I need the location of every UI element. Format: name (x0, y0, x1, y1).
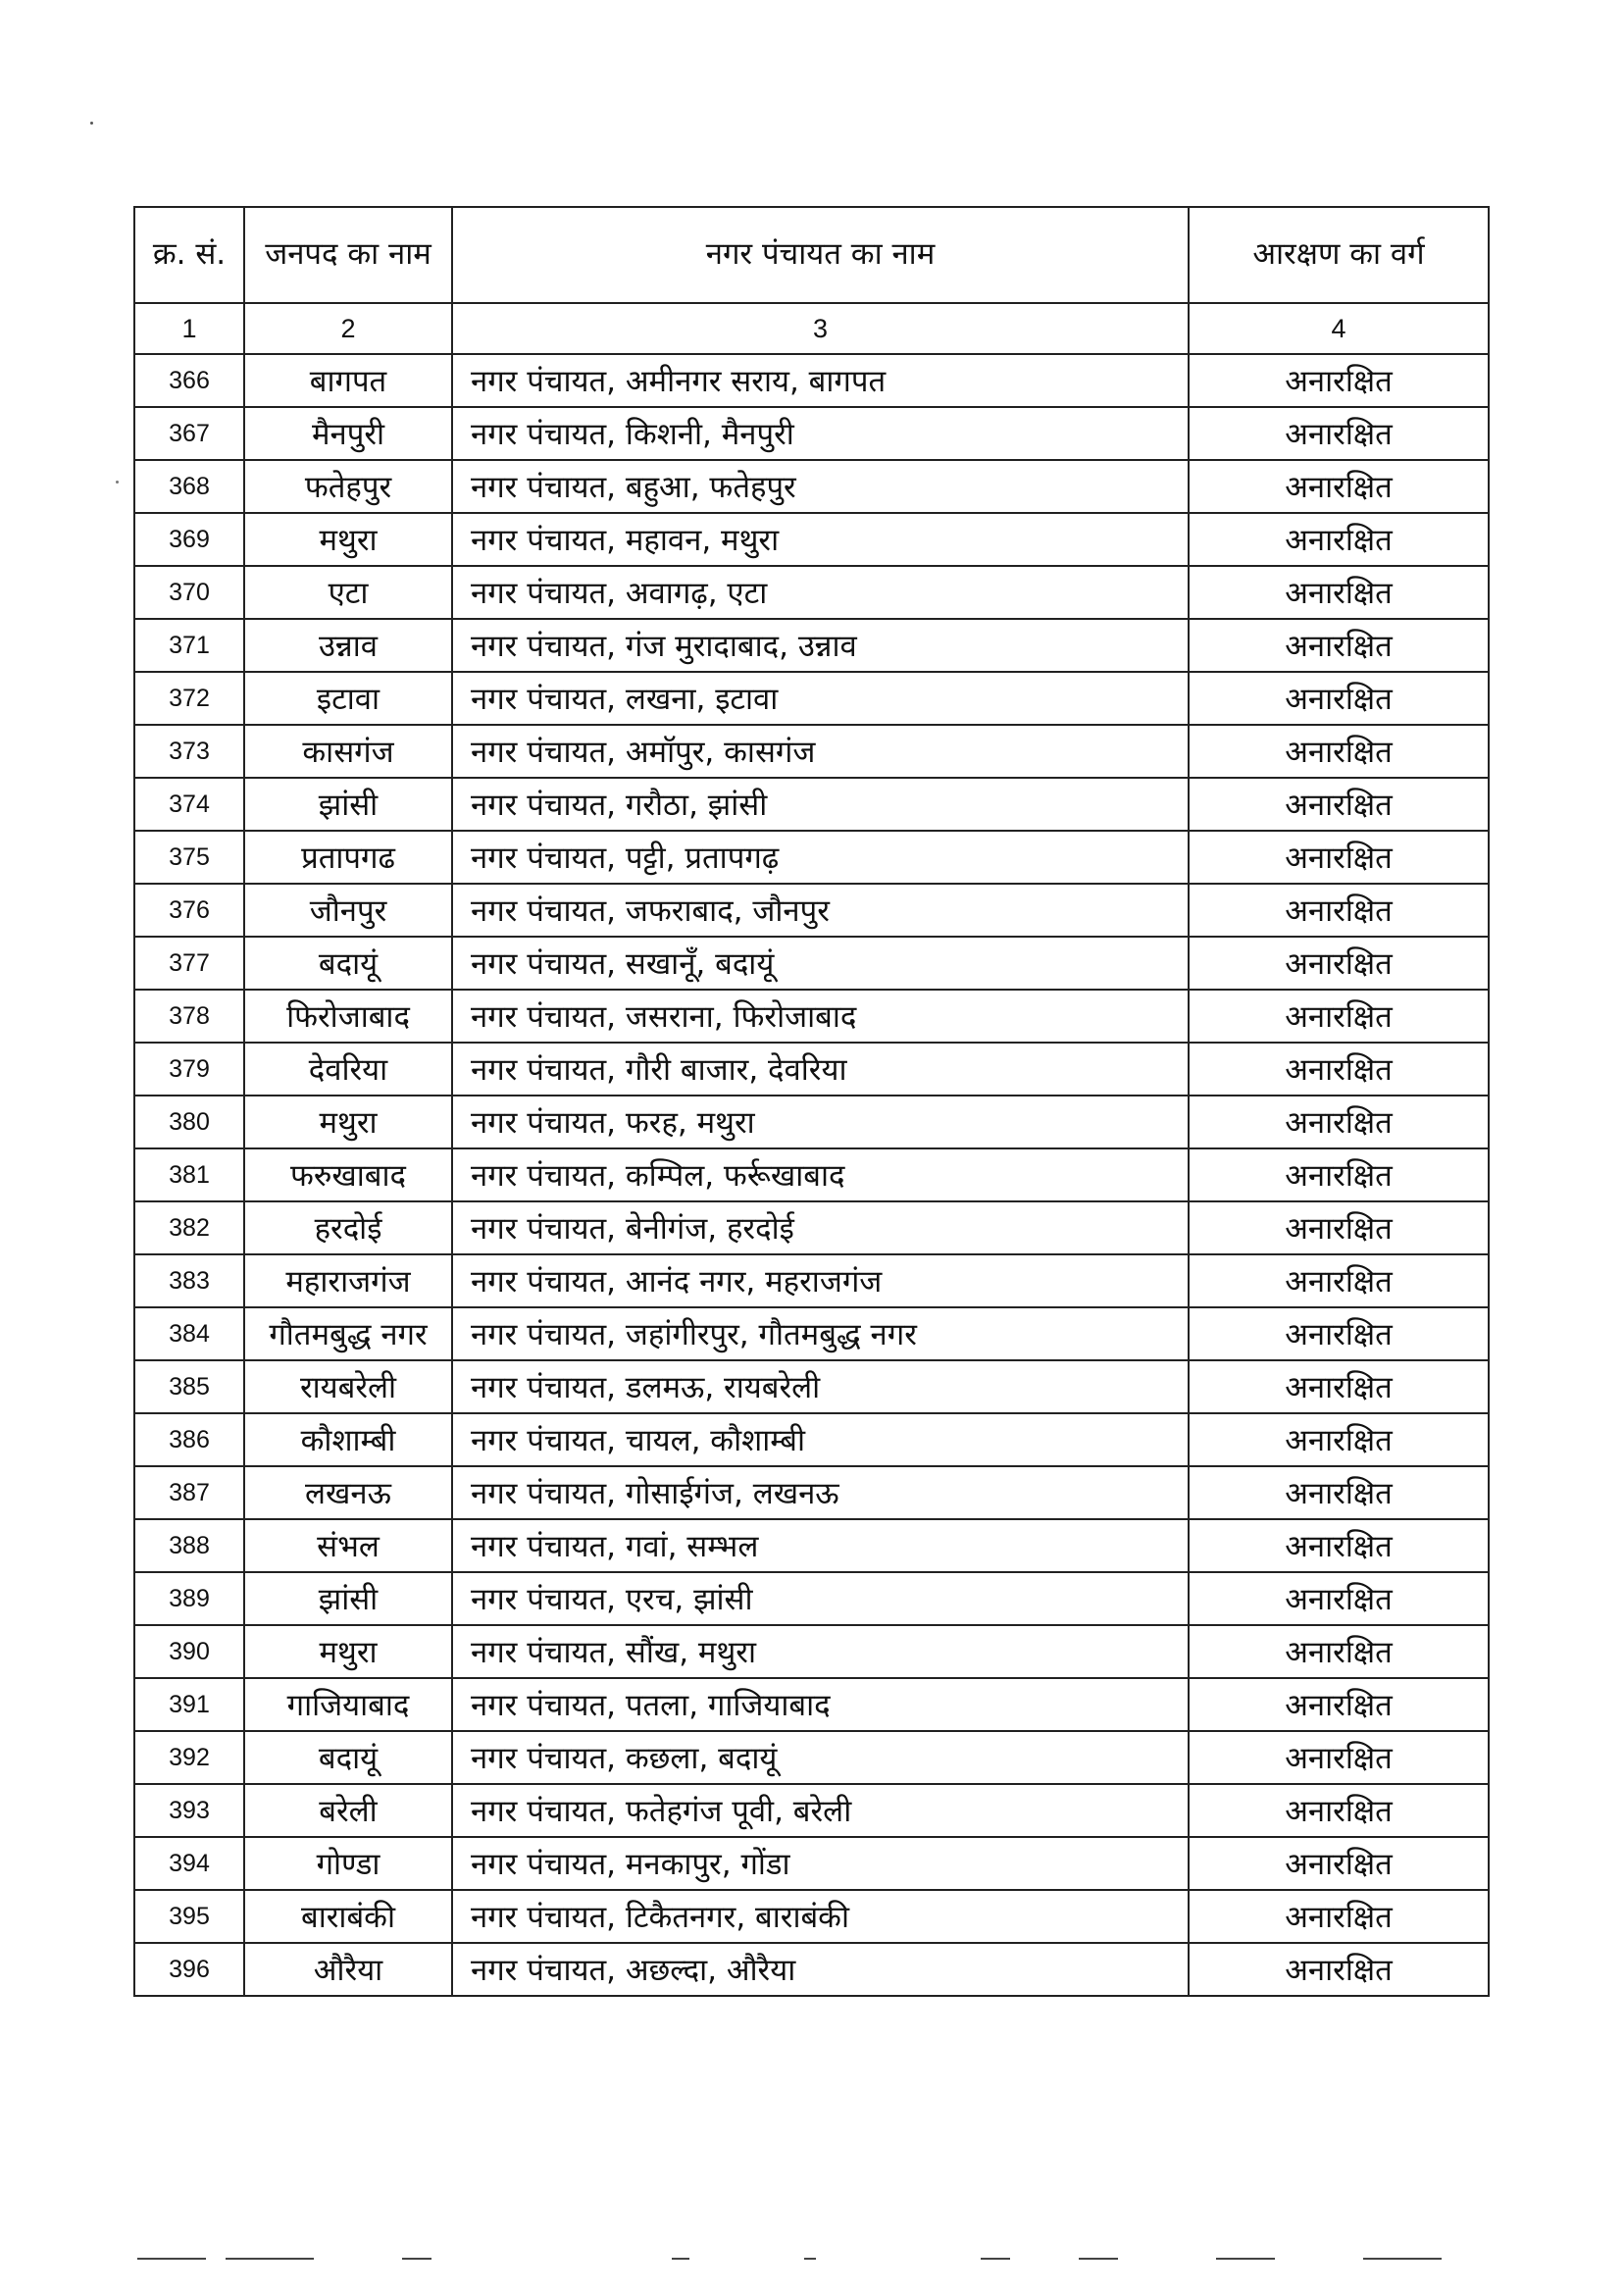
footer-mark (137, 2258, 206, 2260)
district-cell: फरुखाबाद (244, 1148, 452, 1201)
district-cell: गाजियाबाद (244, 1678, 452, 1731)
panchayat-name-cell: नगर पंचायत, टिकैतनगर, बाराबंकी (452, 1890, 1189, 1943)
table-row (134, 1784, 1489, 1837)
panchayat-name-cell: नगर पंचायत, जफराबाद, जौनपुर (452, 884, 1189, 937)
district-cell: मैनपुरी (244, 407, 452, 460)
table-row (134, 1148, 1489, 1201)
column-number: 2 (244, 303, 452, 354)
serial-number-cell: 387 (134, 1466, 244, 1519)
serial-number-cell: 381 (134, 1148, 244, 1201)
panchayat-name-cell: नगर पंचायत, अमॉपुर, कासगंज (452, 725, 1189, 778)
district-cell: फतेहपुर (244, 460, 452, 513)
district-cell: मथुरा (244, 1625, 452, 1678)
table-row (134, 884, 1489, 937)
panchayat-name-cell: नगर पंचायत, पतला, गाजियाबाद (452, 1678, 1189, 1731)
district-cell: बदायूं (244, 937, 452, 990)
footer-mark (1079, 2258, 1118, 2260)
district-cell: जौनपुर (244, 884, 452, 937)
table-row (134, 831, 1489, 884)
table-row (134, 354, 1489, 407)
footer-mark (804, 2258, 816, 2260)
table-row (134, 619, 1489, 672)
panchayat-name-cell: नगर पंचायत, सखानूँ, बदायूं (452, 937, 1189, 990)
serial-number-cell: 372 (134, 672, 244, 725)
district-cell: कासगंज (244, 725, 452, 778)
serial-number-cell: 368 (134, 460, 244, 513)
reservation-category-cell: अनारक्षित (1189, 1254, 1489, 1307)
district-cell: गौतमबुद्ध नगर (244, 1307, 452, 1360)
panchayat-name-cell: नगर पंचायत, मनकापुर, गोंडा (452, 1837, 1189, 1890)
serial-number-cell: 392 (134, 1731, 244, 1784)
serial-number-cell: 373 (134, 725, 244, 778)
table-row (134, 1096, 1489, 1148)
serial-number-cell: 376 (134, 884, 244, 937)
column-number-row (134, 303, 1489, 354)
panchayat-name-cell: नगर पंचायत, अमीनगर सराय, बागपत (452, 354, 1189, 407)
table-row (134, 672, 1489, 725)
panchayat-name-cell: नगर पंचायत, बेनीगंज, हरदोई (452, 1201, 1189, 1254)
footer-mark (1216, 2258, 1275, 2260)
reservation-category-cell: अनारक्षित (1189, 1201, 1489, 1254)
panchayat-name-cell: नगर पंचायत, फतेहगंज पूवी, बरेली (452, 1784, 1189, 1837)
reservation-category-cell: अनारक्षित (1189, 1413, 1489, 1466)
table-row (134, 1572, 1489, 1625)
footer-mark (226, 2258, 314, 2260)
district-cell: झांसी (244, 1572, 452, 1625)
table-row (134, 460, 1489, 513)
panchayat-name-cell: नगर पंचायत, एरच, झांसी (452, 1572, 1189, 1625)
column-number: 4 (1189, 303, 1489, 354)
table-body (134, 354, 1489, 1996)
reservation-category-cell: अनारक्षित (1189, 1096, 1489, 1148)
serial-number-cell: 369 (134, 513, 244, 566)
table-row (134, 1360, 1489, 1413)
serial-number-cell: 393 (134, 1784, 244, 1837)
reservation-category-cell: अनारक्षित (1189, 1466, 1489, 1519)
panchayat-name-cell: नगर पंचायत, अवागढ़, एटा (452, 566, 1189, 619)
reservation-category-cell: अनारक्षित (1189, 1519, 1489, 1572)
panchayat-name-cell: नगर पंचायत, गौरी बाजार, देवरिया (452, 1043, 1189, 1096)
serial-number-cell: 371 (134, 619, 244, 672)
district-cell: कौशाम्बी (244, 1413, 452, 1466)
panchayat-name-cell: नगर पंचायत, कम्पिल, फर्रूखाबाद (452, 1148, 1189, 1201)
table-row (134, 1413, 1489, 1466)
table-row (134, 937, 1489, 990)
header-panchayat-name: नगर पंचायत का नाम (452, 207, 1189, 303)
panchayat-name-cell: नगर पंचायत, फरह, मथुरा (452, 1096, 1189, 1148)
reservation-category-cell: अनारक्षित (1189, 513, 1489, 566)
reservation-category-cell: अनारक्षित (1189, 1360, 1489, 1413)
serial-number-cell: 378 (134, 990, 244, 1043)
table-row (134, 1201, 1489, 1254)
reservation-category-cell: अनारक्षित (1189, 1678, 1489, 1731)
district-cell: मथुरा (244, 513, 452, 566)
header-reservation-category: आरक्षण का वर्ग (1189, 207, 1489, 303)
serial-number-cell: 394 (134, 1837, 244, 1890)
serial-number-cell: 379 (134, 1043, 244, 1096)
reservation-category-cell: अनारक्षित (1189, 1837, 1489, 1890)
reservation-category-cell: अनारक्षित (1189, 1148, 1489, 1201)
serial-number-cell: 366 (134, 354, 244, 407)
district-cell: हरदोई (244, 1201, 452, 1254)
district-cell: एटा (244, 566, 452, 619)
reservation-category-cell: अनारक्षित (1189, 1307, 1489, 1360)
footer-rule-marks (137, 2258, 1491, 2264)
serial-number-cell: 391 (134, 1678, 244, 1731)
panchayat-name-cell: नगर पंचायत, जसराना, फिरोजाबाद (452, 990, 1189, 1043)
serial-number-cell: 395 (134, 1890, 244, 1943)
reservation-category-cell: अनारक्षित (1189, 937, 1489, 990)
table-row (134, 407, 1489, 460)
district-cell: झांसी (244, 778, 452, 831)
district-cell: फिरोजाबाद (244, 990, 452, 1043)
table-row (134, 1731, 1489, 1784)
panchayat-name-cell: नगर पंचायत, गवां, सम्भल (452, 1519, 1189, 1572)
serial-number-cell: 385 (134, 1360, 244, 1413)
panchayat-name-cell: नगर पंचायत, चायल, कौशाम्बी (452, 1413, 1189, 1466)
district-cell: संभल (244, 1519, 452, 1572)
panchayat-name-cell: नगर पंचायत, गोसाईगंज, लखनऊ (452, 1466, 1189, 1519)
table-row (134, 778, 1489, 831)
district-cell: बागपत (244, 354, 452, 407)
table-header-row (134, 207, 1489, 303)
table-row (134, 1625, 1489, 1678)
panchayat-name-cell: नगर पंचायत, डलमऊ, रायबरेली (452, 1360, 1189, 1413)
serial-number-cell: 380 (134, 1096, 244, 1148)
serial-number-cell: 389 (134, 1572, 244, 1625)
table-row (134, 990, 1489, 1043)
reservation-category-cell: अनारक्षित (1189, 1043, 1489, 1096)
district-cell: महाराजगंज (244, 1254, 452, 1307)
district-cell: प्रतापगढ (244, 831, 452, 884)
panchayat-name-cell: नगर पंचायत, आनंद नगर, महराजगंज (452, 1254, 1189, 1307)
district-cell: बरेली (244, 1784, 452, 1837)
district-cell: लखनऊ (244, 1466, 452, 1519)
serial-number-cell: 374 (134, 778, 244, 831)
table-row (134, 513, 1489, 566)
scan-mark (116, 481, 119, 484)
panchayat-name-cell: नगर पंचायत, लखना, इटावा (452, 672, 1189, 725)
table-row (134, 1943, 1489, 1996)
table-row (134, 1307, 1489, 1360)
reservation-category-cell: अनारक्षित (1189, 672, 1489, 725)
panchayat-name-cell: नगर पंचायत, महावन, मथुरा (452, 513, 1189, 566)
serial-number-cell: 375 (134, 831, 244, 884)
serial-number-cell: 367 (134, 407, 244, 460)
district-cell: उन्नाव (244, 619, 452, 672)
column-number: 1 (134, 303, 244, 354)
footer-mark (1363, 2258, 1442, 2260)
panchayat-name-cell: नगर पंचायत, कछला, बदायूं (452, 1731, 1189, 1784)
footer-mark (981, 2258, 1010, 2260)
table-row (134, 1254, 1489, 1307)
scan-mark (90, 122, 93, 125)
reservation-category-cell: अनारक्षित (1189, 354, 1489, 407)
district-cell: मथुरा (244, 1096, 452, 1148)
district-cell: बदायूं (244, 1731, 452, 1784)
reservation-category-cell: अनारक्षित (1189, 619, 1489, 672)
reservation-category-cell: अनारक्षित (1189, 1572, 1489, 1625)
reservation-category-cell: अनारक्षित (1189, 1731, 1489, 1784)
table-row (134, 1678, 1489, 1731)
table-row (134, 1837, 1489, 1890)
district-cell: रायबरेली (244, 1360, 452, 1413)
reservation-category-cell: अनारक्षित (1189, 1890, 1489, 1943)
footer-mark (672, 2258, 689, 2260)
panchayat-name-cell: नगर पंचायत, गंज मुरादाबाद, उन्नाव (452, 619, 1189, 672)
table-row (134, 725, 1489, 778)
serial-number-cell: 383 (134, 1254, 244, 1307)
panchayat-name-cell: नगर पंचायत, गरौठा, झांसी (452, 778, 1189, 831)
reservation-category-cell: अनारक्षित (1189, 884, 1489, 937)
panchayat-name-cell: नगर पंचायत, किशनी, मैनपुरी (452, 407, 1189, 460)
serial-number-cell: 396 (134, 1943, 244, 1996)
table-row (134, 1466, 1489, 1519)
serial-number-cell: 370 (134, 566, 244, 619)
footer-mark (402, 2258, 431, 2260)
serial-number-cell: 384 (134, 1307, 244, 1360)
reservation-category-cell: अनारक्षित (1189, 725, 1489, 778)
header-serial-number: क्र. सं. (134, 207, 244, 303)
reservation-category-cell: अनारक्षित (1189, 460, 1489, 513)
table-row (134, 1043, 1489, 1096)
reservation-category-cell: अनारक्षित (1189, 831, 1489, 884)
serial-number-cell: 386 (134, 1413, 244, 1466)
district-cell: बाराबंकी (244, 1890, 452, 1943)
header-district: जनपद का नाम (244, 207, 452, 303)
panchayat-name-cell: नगर पंचायत, सौंख, मथुरा (452, 1625, 1189, 1678)
panchayat-name-cell: नगर पंचायत, जहांगीरपुर, गौतमबुद्ध नगर (452, 1307, 1189, 1360)
serial-number-cell: 377 (134, 937, 244, 990)
reservation-category-cell: अनारक्षित (1189, 778, 1489, 831)
reservation-category-cell: अनारक्षित (1189, 1784, 1489, 1837)
serial-number-cell: 388 (134, 1519, 244, 1572)
serial-number-cell: 382 (134, 1201, 244, 1254)
panchayat-name-cell: नगर पंचायत, पट्टी, प्रतापगढ़ (452, 831, 1189, 884)
panchayat-name-cell: नगर पंचायत, बहुआ, फतेहपुर (452, 460, 1189, 513)
reservation-category-cell: अनारक्षित (1189, 566, 1489, 619)
district-cell: देवरिया (244, 1043, 452, 1096)
table-row (134, 1519, 1489, 1572)
panchayat-name-cell: नगर पंचायत, अछल्दा, औरैया (452, 1943, 1189, 1996)
reservation-category-cell: अनारक्षित (1189, 1943, 1489, 1996)
reservation-category-cell: अनारक्षित (1189, 1625, 1489, 1678)
serial-number-cell: 390 (134, 1625, 244, 1678)
reservation-category-cell: अनारक्षित (1189, 990, 1489, 1043)
district-cell: इटावा (244, 672, 452, 725)
table-row (134, 1890, 1489, 1943)
table-row (134, 566, 1489, 619)
district-cell: औरैया (244, 1943, 452, 1996)
reservation-category-cell: अनारक्षित (1189, 407, 1489, 460)
reservation-table (133, 206, 1490, 1997)
column-number: 3 (452, 303, 1189, 354)
district-cell: गोण्डा (244, 1837, 452, 1890)
